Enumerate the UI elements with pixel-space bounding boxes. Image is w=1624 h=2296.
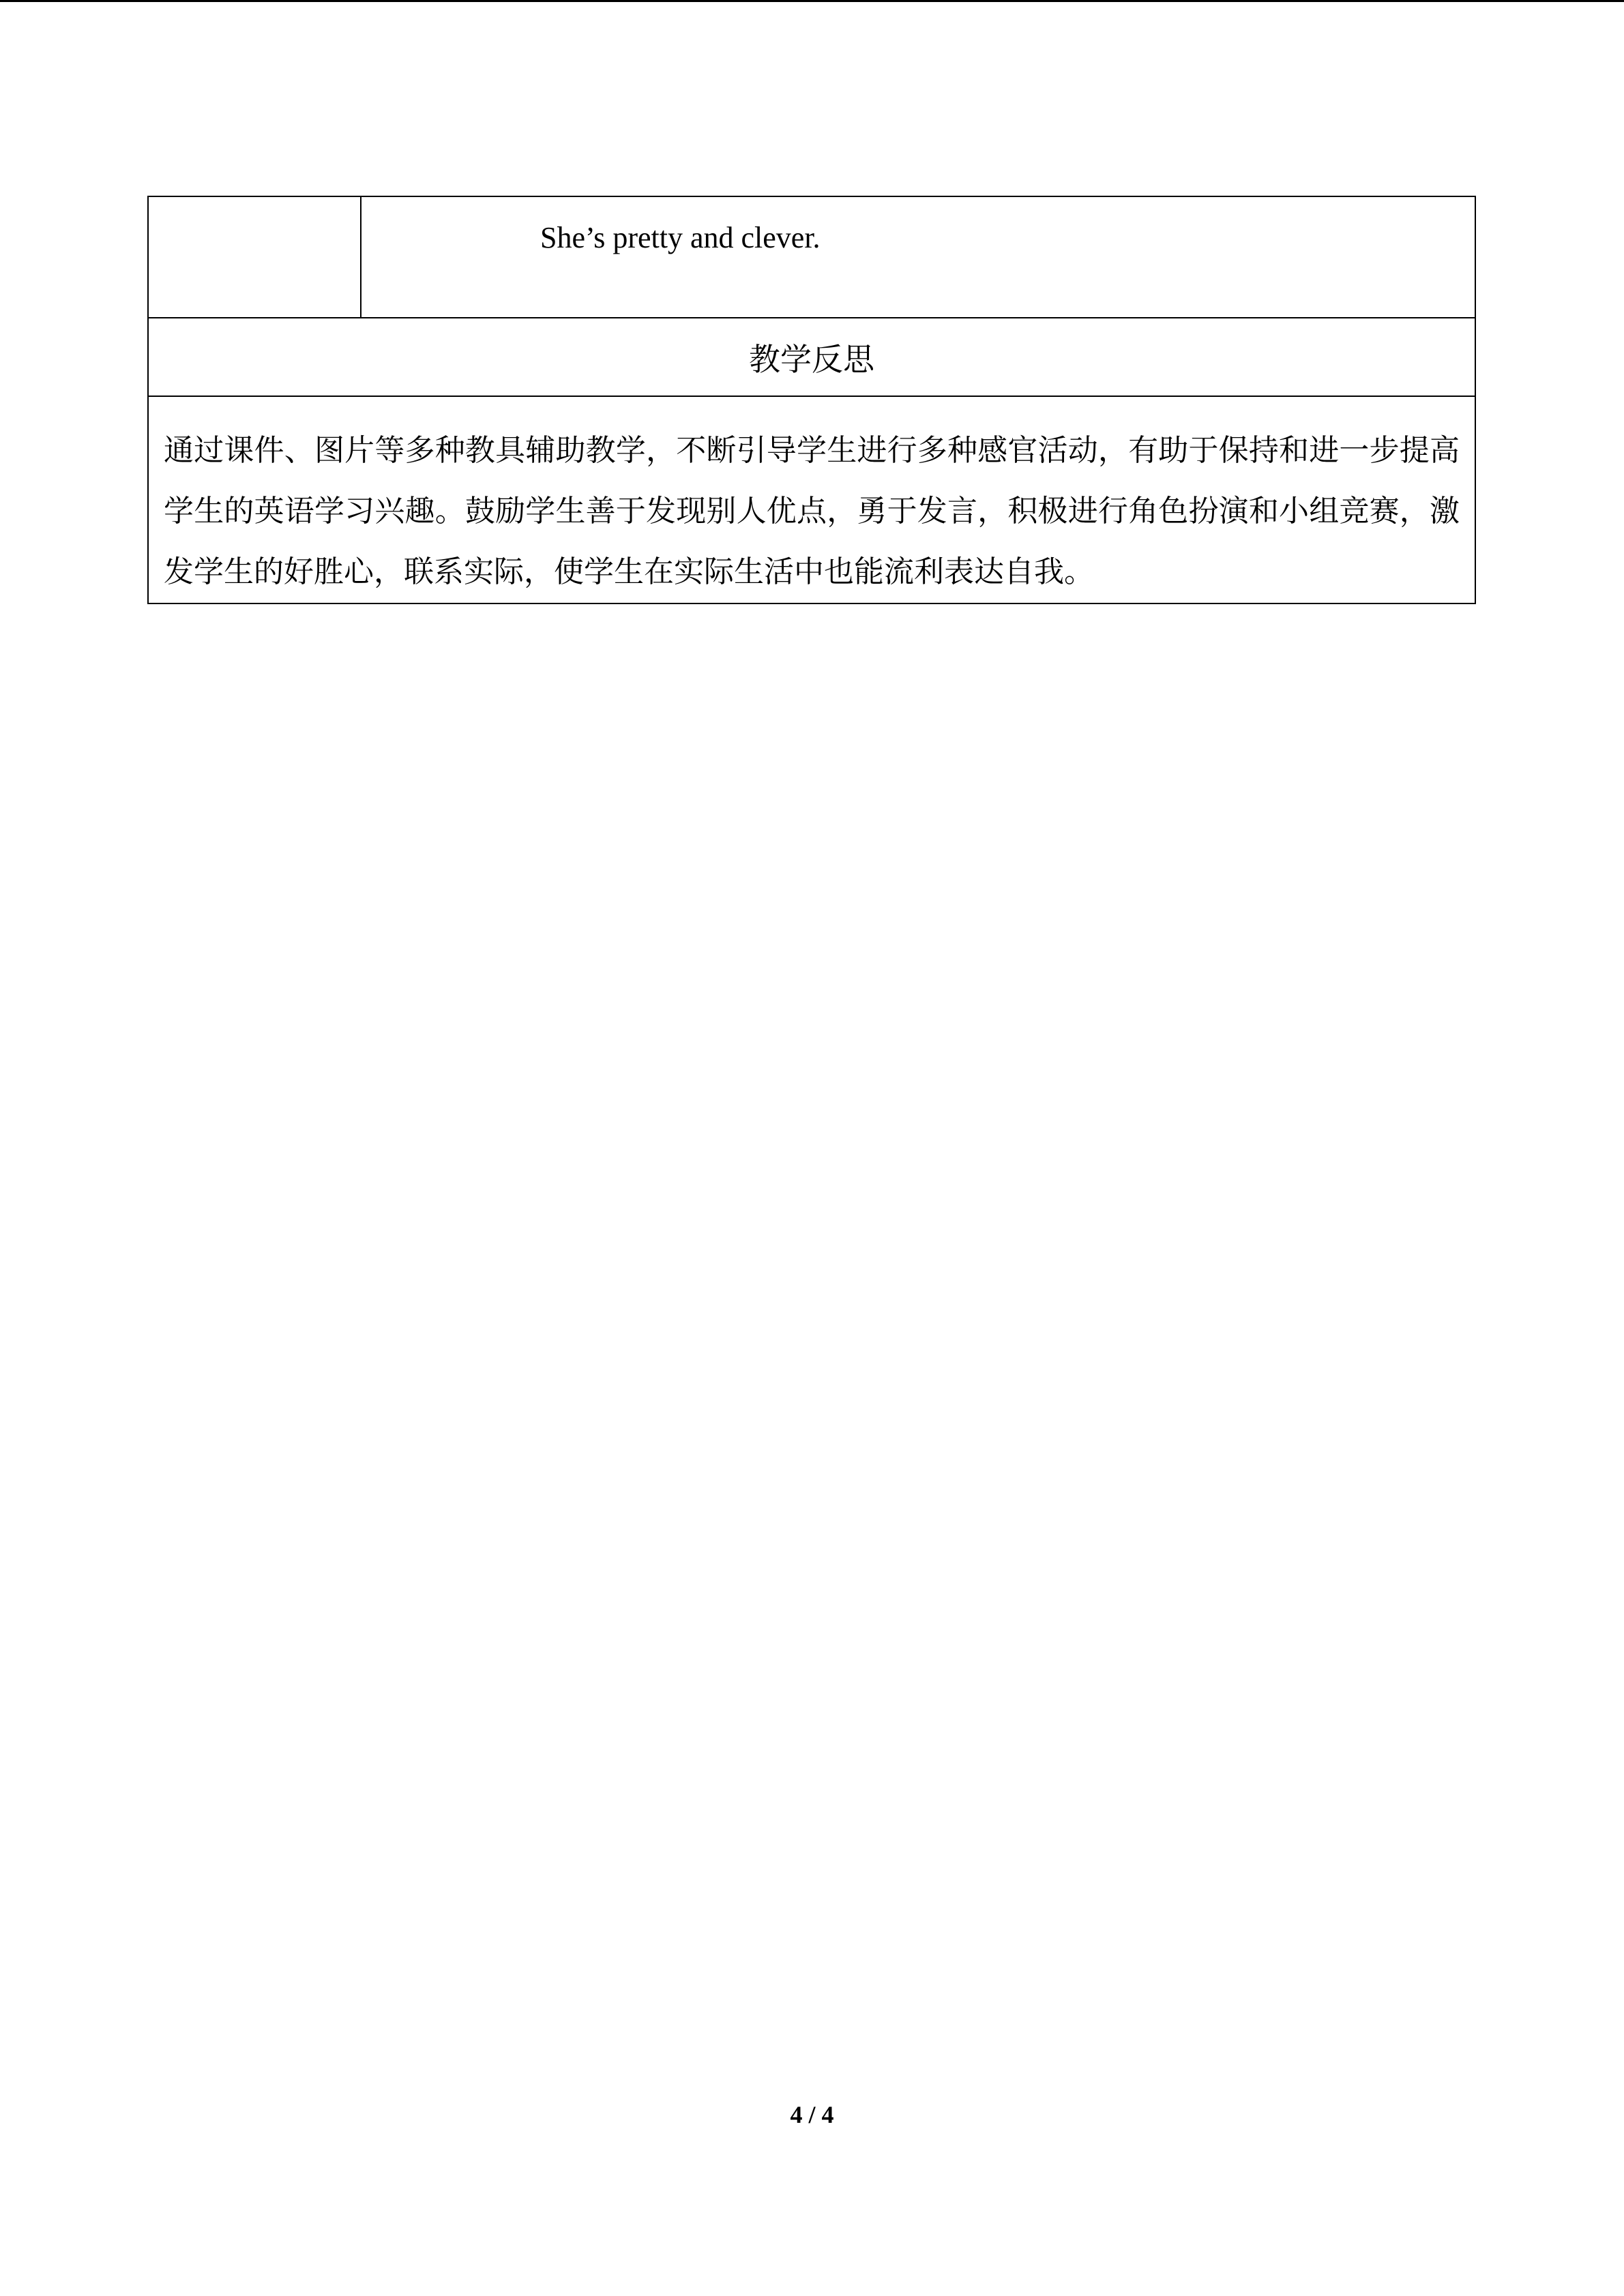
page-top-rule bbox=[0, 0, 1624, 2]
section-heading: 教学反思 bbox=[148, 318, 1475, 396]
example-sentence: She’s pretty and clever. bbox=[540, 221, 821, 254]
table-row bbox=[148, 318, 1475, 396]
reflection-cell bbox=[148, 396, 1475, 603]
table-label-cell bbox=[148, 196, 361, 318]
page-number: 4 / 4 bbox=[790, 2101, 834, 2128]
table-row bbox=[148, 396, 1475, 603]
lesson-plan-table bbox=[147, 196, 1476, 604]
table-content-cell bbox=[361, 196, 1475, 318]
reflection-text: 通过课件、图片等多种教具辅助教学，不断引导学生进行多种感官活动，有助于保持和进一步提高学生的英语学习兴趣。鼓励学生善于发现别人优点，勇于发言，积极进行角色扮演和小组竞赛，激发学生的好胜心，联系实际，使学生在实际生活中也能流利表达自我。 bbox=[164, 433, 1460, 589]
table-row bbox=[148, 196, 1475, 318]
